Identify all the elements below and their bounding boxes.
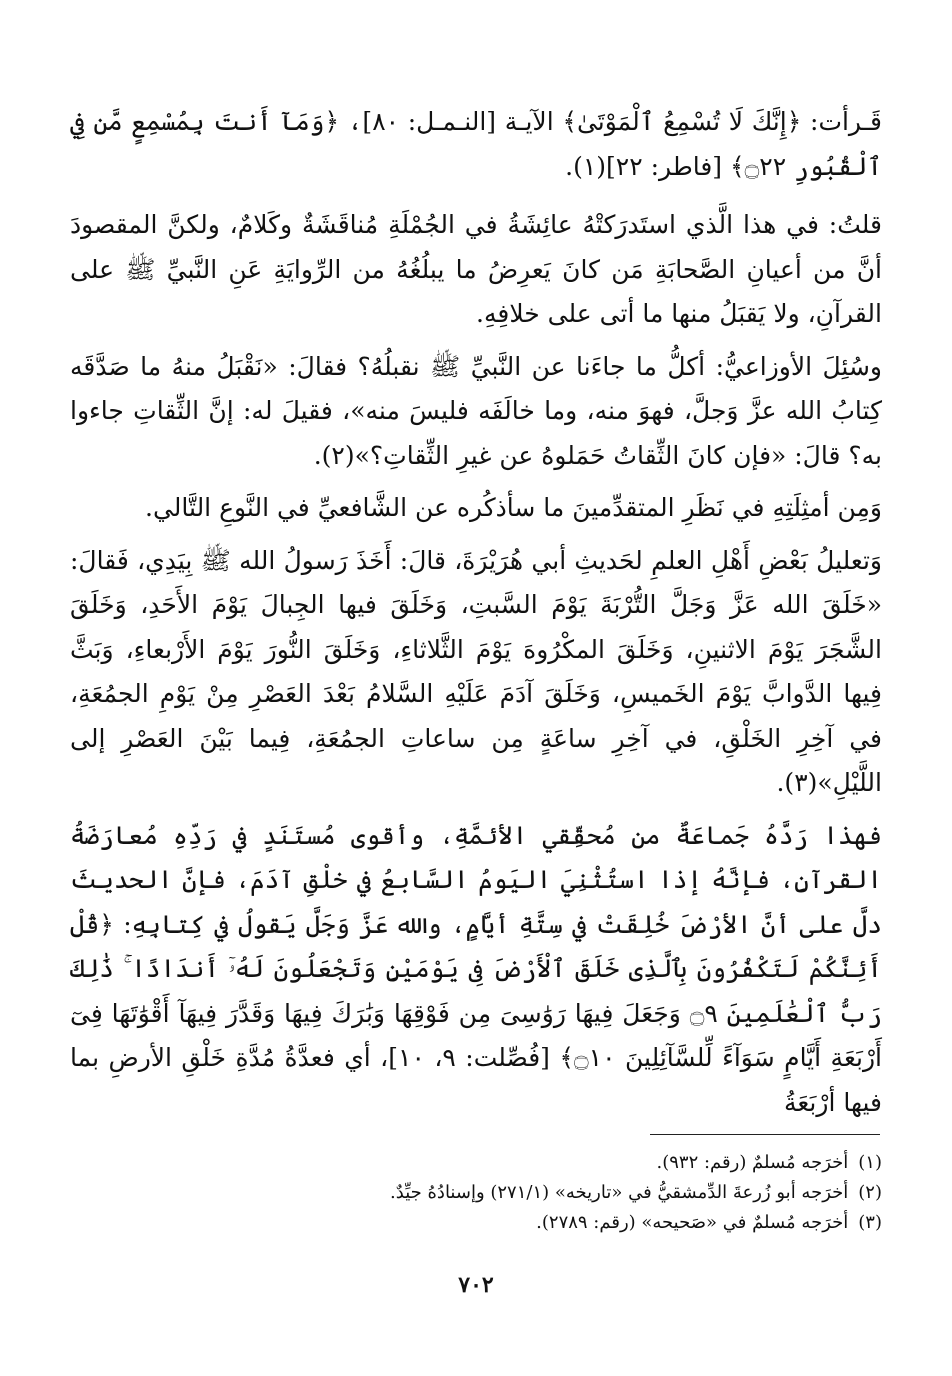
footnote-text: أخرَجه مُسلمٌ في «صَحيحه» (رقم: ٢٧٨٩). (536, 1212, 849, 1233)
paragraph-quran-contradiction: فهذا رَدَّهُ جَماعَةٌ من مُحقِّقي الأئمَّةِ، وأقوى مُستَنَدٍ في رَدِّهِ مُعارَضَةُ القرآنِ، فإنَّهُ إذا استُثْنِيَ اليَومُ السَّابعُ في خلْقِ آدَمَ، فإنَّ الحديثَ دلَّ على أنَّ الأرْضَ خُلِقَتْ في سِتَّةِ أيَّامٍ، والله عَزَّ وَجَلَّ يَقولُ في كِتابِهِ: ﴿قُلْ أَئِنَّكُمْ لَتَكْفُرُونَ بِٱلَّذِى خَلَقَ ٱلْأَرْضَ فِى يَوْمَيْنِ وَتَجْعَلُونَ لَهُۥٓ أَندَادًا ۚ ذَٰلِكَ رَبُّ ٱلْعَٰلَمِينَ ۝٩ وَجَعَلَ فِيهَا رَوَٰسِىَ مِن فَوْقِهَا وَبَٰرَكَ فِيهَا وَقَدَّرَ فِيهَآ أَقْوَٰتَهَا فِىٓ أَرْبَعَةِ أَيَّامٍ سَوَآءً لِّلسَّآئِلِينَ ۝١٠﴾ [فُصِّلت: ٩، ١٠]، أي فعدَّةُ مُدَّةِ خَلْقِ الأرضِ بما فيها أرْبَعَةُ (70, 820, 882, 1117)
footnote-number: (٢) (858, 1182, 882, 1203)
footnote-text: أخرَجه أبو زُرعةَ الدِّمشقيُّ في «تاريخه» (٢٧١/١) وإسنادُهُ جيِّدٌ. (390, 1182, 849, 1203)
footnote-separator (650, 1134, 880, 1135)
paragraph-awzai-question: وسُئِلَ الأوزاعيُّ: أكلُّ ما جاءَنا عن النَّبيِّ ﷺ نقبلُهُ؟ فقالَ: «نَقْبَلُ منهُ ما صَدَّقَه كِتابُ الله عزَّ وَجلَّ، فهوَ منه، وما خالَفَه فليسَ منه»، فقيلَ له: إنَّ الثِّقاتِ جاءوا به؟ قالَ: «فإن كانَ الثِّقاتُ حَمَلوهُ عن غيرِ الثِّقاتِ؟»(٢). (70, 351, 882, 470)
footnote-number: (٣) (858, 1212, 882, 1233)
paragraph-aisha-discussion: قلتُ: في هذا الَّذي استَدرَكتْهُ عائِشَةُ في الجُمْلَةِ مُناقَشَةٌ وكَلامٌ، ولكنَّ المقصودَ أنَّ من أعيانِ الصَّحابَةِ مَن كانَ يَعرِضُ ما يبلُغُهُ من الرِّوايَةِ عَنِ النَّبيِّ ﷺ على القرآنِ، ولا يَقبَلُ منها ما أتى على خلافِهِ. (70, 210, 882, 328)
footnote-text: أخرَجه مُسلمٌ (رقم: ٩٣٢). (656, 1152, 849, 1173)
footnote-1 (70, 1148, 882, 1178)
paragraph-quran-citation: قَـرأت: ﴿إِنَّكَ لَا تُسْمِعُ ٱلْمَوْتَىٰ﴾ الآيـة [النـمـل: ٨٠]، ﴿وَمَآ أَنتَ بِمُسْمِعٍ مَّن فِي ٱلْقُبُورِ ۝٢٢﴾ [فاطر: ٢٢](١). (70, 107, 882, 181)
paragraph-abu-hurayra-hadith: وَتعليلُ بَعْضِ أَهْلِ العلمِ لحَديثِ أبي هُرَيْرَةَ، قالَ: أَخَذَ رَسولُ الله ﷺ بِيَدِي، فَقالَ: «خَلَقَ الله عَزَّ وَجَلَّ التُّرْبَةَ يَوْمَ السَّبتِ، وَخَلَقَ فيها الجِبالَ يَوْمَ الأَحَدِ، وَخَلَقَ الشَّجَرَ يَوْمَ الاثنينِ، وَخَلَقَ المكْرُوهَ يَوْمَ الثَّلاثاءِ، وَخَلَقَ النُّورَ يَوْمَ الأَرْبعاءِ، وَبَثَّ فِيها الدَّوابَّ يَوْمَ الخَميسِ، وَخَلَقَ آدَمَ عَلَيْهِ السَّلامُ بَعْدَ العَصْرِ مِنْ يَوْمِ الجمُعَةِ، في آخِرِ الخَلْقِ، في آخِرِ ساعَةٍ مِن ساعاتِ الجمُعَةِ، فِيما بَيْنَ العَصْرِ إلى اللَّيْلِ»(٣). (70, 545, 882, 797)
page-number: ٧٠٢ (458, 1272, 494, 1298)
main-text (70, 100, 882, 1133)
footnotes (70, 1148, 882, 1238)
paragraph-examples-intro: وَمِن أمثِلَتِهِ في نَظَرِ المتقدِّمينَ ما سأذكُره عن الشَّافعيِّ في النَّوعِ التَّالي. (145, 493, 882, 522)
footnote-number: (١) (858, 1152, 882, 1173)
footnote-2 (70, 1178, 882, 1208)
footnote-3 (70, 1208, 882, 1238)
